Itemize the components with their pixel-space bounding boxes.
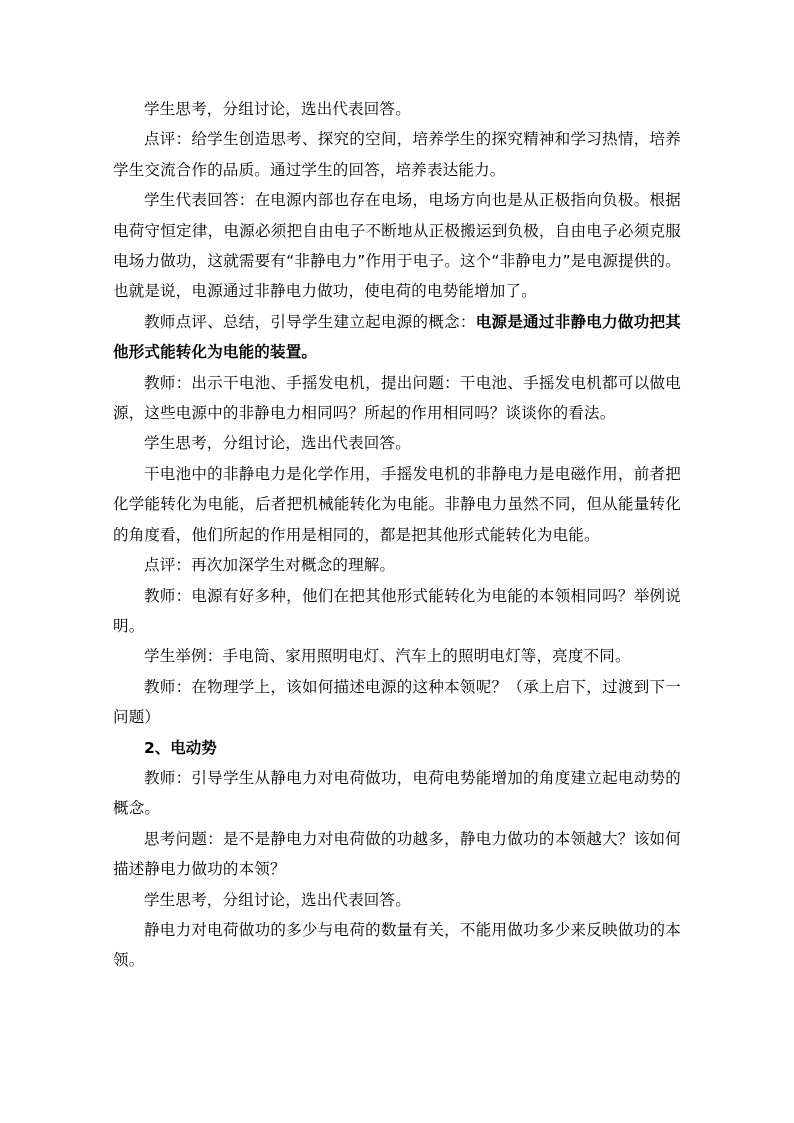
paragraph: 教师：出示干电池、手摇发电机，提出问题：干电池、手摇发电机都可以做电源，这些电源中的非静电力相同吗？所起的作用相同吗？谈谈你的看法。 (113, 373, 681, 423)
paragraph: 教师：引导学生从静电力对电荷做功，电荷电势能增加的角度建立起电动势的概念。 (113, 768, 681, 818)
paragraph-text: 教师点评、总结，引导学生建立起电源的概念： (144, 312, 476, 331)
paragraph: 点评：给学生创造思考、探究的空间，培养学生的探究精神和学习热情，培养学生交流合作的品质。通过学生的回答，培养表达能力。 (113, 130, 681, 179)
paragraph: 学生代表回答：在电源内部也存在电场，电场方向也是从正极指向负极。根据电荷守恒定律，电源必须把自由电子不断地从正极搬运到负极，自由电子必须克服电场力做功，这就需要有“非静电力”作用于电子。这个“非静电力”是电源提供的。也就是说，电源通过非静电力做功，使电荷的电势能增加了。 (113, 191, 681, 301)
paragraph: 学生思考，分组讨论，选出代表回答。 (144, 100, 411, 118)
paragraph: 静电力对电荷做功的多少与电荷的数量有关，不能用做功多少来反映做功的本领。 (113, 920, 681, 970)
definition-text: 电源是通过非静电力做功把其他形式能转化为电能的装置。 (113, 312, 681, 362)
paragraph: 干电池中的非静电力是化学作用，手摇发电机的非静电力是电磁作用，前者把化学能转化为电能，后者把机械能转化为电能。非静电力虽然不同，但从能量转化的角度看，他们所起的作用是相同的，都是把其他形式能转化为电能。 (113, 464, 681, 544)
paragraph: 教师：在物理学上，该如何描述电源的这种本领呢？（承上启下，过渡到下一问题） (113, 677, 681, 727)
paragraph: 教师：电源有好多种，他们在把其他形式能转化为电能的本领相同吗？举例说明。 (113, 586, 681, 635)
paragraph: 学生思考，分组讨论，选出代表回答。 (144, 434, 411, 453)
paragraph-definition (113, 307, 681, 368)
paragraph: 点评：再次加深学生对概念的理解。 (144, 556, 396, 575)
paragraph: 思考问题：是不是静电力对电荷做的功越多，静电力做功的本领越大？该如何描述静电力做功的本领？ (113, 829, 681, 879)
document-body (113, 94, 681, 976)
paragraph: 学生思考，分组讨论，选出代表回答。 (144, 890, 411, 909)
section-heading: 2、电动势 (144, 738, 217, 757)
paragraph: 学生举例：手电筒、家用照明电灯、汽车上的照明电灯等，亮度不同。 (144, 647, 631, 666)
